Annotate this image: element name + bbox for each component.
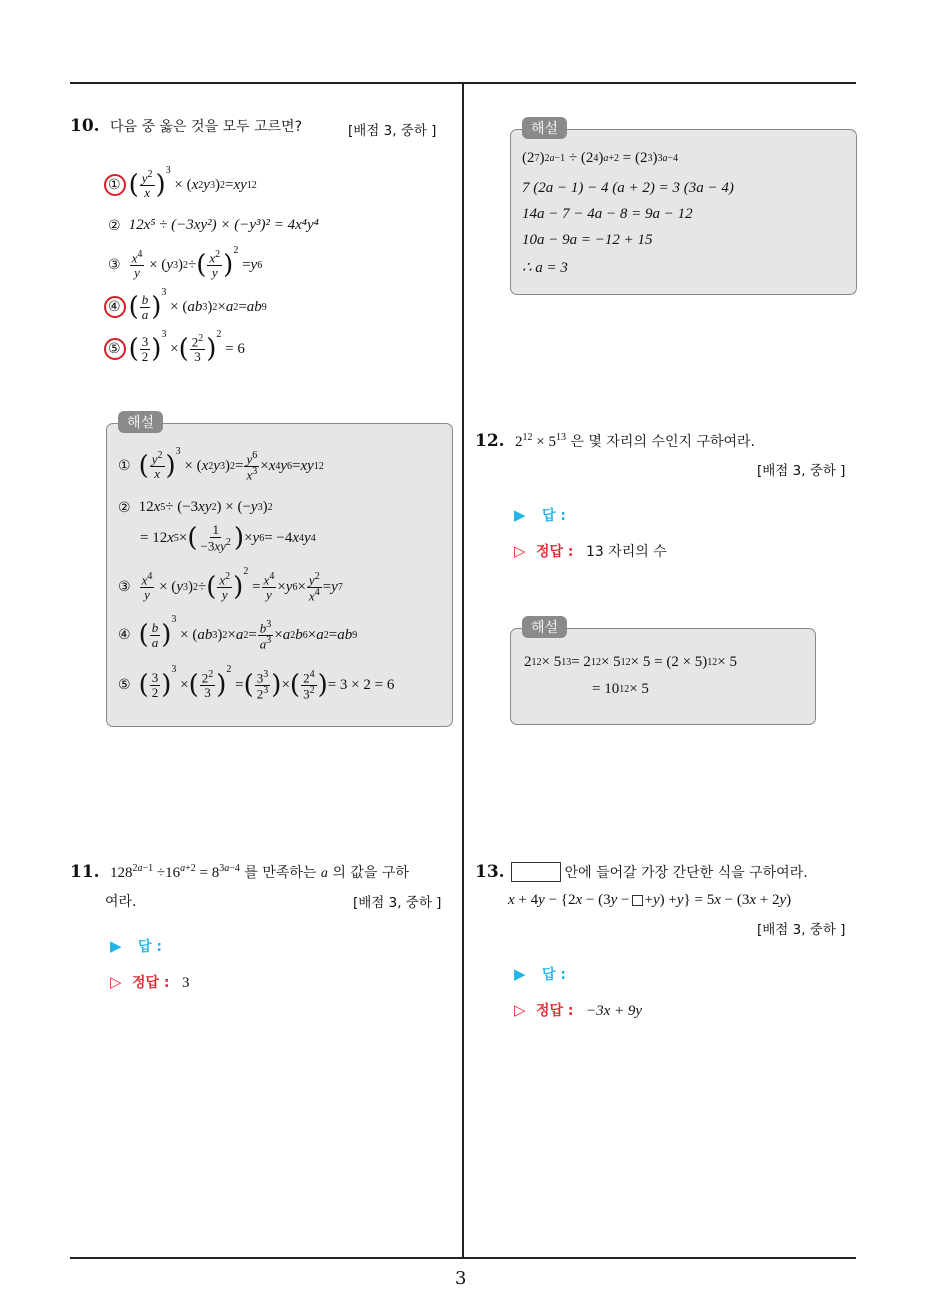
q10-sol-2b: = 12 x 5 × ( $\frac{1}{-3xy^2}$ ) × y 6 = −4 x 4 y 4 bbox=[140, 522, 316, 554]
q12-points: [배점 3, 중하 ] bbox=[757, 463, 846, 479]
sol-mark-3: ③ bbox=[118, 579, 131, 595]
q11-sol-line-0: (2 7 ) 2a−1 ÷ (2 4 ) a+2 = (2 3 ) 3a−4 bbox=[522, 150, 679, 166]
q11-question-post: 의 값을 구하 bbox=[332, 865, 409, 881]
sol-mark-4: ④ bbox=[118, 627, 131, 643]
bottom-rule bbox=[70, 1257, 856, 1259]
q13-correct-label: 정답 : bbox=[536, 1003, 574, 1019]
q13-points: [배점 3, 중하 ] bbox=[757, 922, 846, 938]
q11-answer-row[interactable] bbox=[110, 936, 162, 956]
q10-choice-1[interactable]: ① ( $\frac{y^2}{x}$ ) $^3$ × ( x 2 y 3 ) 2 = xy 12 bbox=[108, 165, 257, 201]
q13-answer-row[interactable] bbox=[514, 964, 566, 984]
q11-correct-value: 3 bbox=[181, 975, 190, 991]
q12-answer-row[interactable] bbox=[514, 505, 566, 525]
q11-answer-label: 답 : bbox=[138, 939, 162, 955]
correct-arrow-icon: ▷ bbox=[514, 1001, 526, 1019]
answer-arrow-icon: ▶ bbox=[514, 965, 526, 983]
q11-sol-line-4: ∴ a = 3 bbox=[522, 260, 568, 276]
q12-question: 은 몇 자리의 수인지 구하여라. bbox=[570, 434, 755, 450]
q10-sol-3: ③ $\frac{x^4}{y}$ × ( y 3 ) 2 ÷ ( $\frac{x^2}{y}$ ) $^2$ = $\frac{x^4}{y}$ × y 6 × $\frac{y^2}{x^4}$ = y 7 bbox=[118, 566, 343, 603]
answer-blank-box bbox=[511, 862, 561, 882]
q10-choice-4[interactable]: ④ ( $\frac{b}{a}$ ) $^3$ × ( ab 3 ) 2 × a 2 = ab 9 bbox=[108, 287, 267, 322]
q10-choice-2[interactable] bbox=[108, 217, 319, 234]
q12-header: 12. $2^{12} \times 5^{13}$ 은 몇 자리의 수인지 구하여라. bbox=[475, 431, 755, 451]
q11-sol-line-1: 7 (2a − 1) − 4 (a + 2) = 3 (3a − 4) bbox=[522, 180, 734, 196]
choice-mark-1: ① bbox=[108, 177, 121, 193]
q13-equation: x + 4 y − {2 x − (3 y − + y ) + y } = 5 x − (3 x + 2 y ) bbox=[508, 892, 792, 908]
q13-question: 안에 들어갈 가장 간단한 식을 구하여라. bbox=[564, 865, 808, 881]
q12-correct-label: 정답 : bbox=[536, 544, 574, 560]
q11-base: 128 bbox=[110, 865, 133, 881]
choice-mark-4: ④ bbox=[108, 299, 121, 315]
choice-mark-3: ③ bbox=[108, 257, 121, 273]
column-divider bbox=[462, 82, 464, 1258]
q10-choice-3[interactable]: ③ $\frac{x^4}{y}$ × ( y 3 ) 2 ÷ ( $\frac{x^2}{y}$ ) $^2$ = y 6 bbox=[108, 245, 263, 281]
choice-mark-2: ② bbox=[108, 217, 121, 234]
q11-question-mid: 를 만족하는 bbox=[244, 865, 317, 881]
q11-header: 11. $128^{2a-1} \div 16^{a+2} = 8^{3a-4}$ 를 만족하는 a 의 값을 구하 bbox=[70, 862, 409, 882]
q13-answer-label: 답 : bbox=[542, 967, 566, 983]
q13-correct-value: −3x + 9y bbox=[585, 1003, 643, 1019]
q12-number: 12. bbox=[475, 431, 505, 451]
q10-header bbox=[70, 116, 302, 136]
page-number: 3 bbox=[455, 1268, 467, 1289]
q12-sol-line-2: = 10 12 × 5 bbox=[592, 681, 649, 697]
q10-sol-4: ④ ( $\frac{b}{a}$ ) $^3$ × ( ab 3 ) 2 × a 2 = $\frac{b^3}{a^3}$ × a 2 b 6 × a 2 = ab 9 bbox=[118, 614, 358, 651]
q13-header bbox=[475, 862, 808, 882]
answer-arrow-icon: ▶ bbox=[514, 506, 526, 524]
q10-sol-5: ⑤ ( $\frac{3}{2}$ ) $^3$ × ( $\frac{2^2}{3}$ ) $^2$ = ( $\frac{3^3}{2^3}$ ) × ( $\frac{2^4}{3^2}$ ) = 3 × 2 = 6 bbox=[118, 664, 395, 701]
correct-arrow-icon: ▷ bbox=[110, 973, 122, 991]
q10-number: 10. bbox=[70, 116, 100, 136]
q11-solution-tag: 해설 bbox=[522, 117, 567, 139]
q12-solution-tag: 해설 bbox=[522, 616, 567, 638]
answer-arrow-icon: ▶ bbox=[110, 937, 122, 955]
q12-answer-label: 답 : bbox=[542, 508, 566, 524]
choice-mark-5: ⑤ bbox=[108, 341, 121, 357]
q11-sol-line-3: 10a − 9a = −12 + 15 bbox=[522, 232, 653, 248]
q11-question-line2: 여라. bbox=[105, 894, 137, 910]
q10-solution-tag: 해설 bbox=[118, 411, 163, 433]
q11-number: 11. bbox=[70, 862, 100, 882]
q10-question: 다음 중 옳은 것을 모두 고르면? bbox=[110, 119, 303, 135]
choice-2-expression: 12x⁵ ÷ (−3xy²) × (−y³)² = 4x⁴y⁴ bbox=[128, 217, 319, 233]
q11-correct-row bbox=[110, 972, 189, 992]
q12-correct-value: 13 자리의 수 bbox=[585, 544, 667, 560]
q12-solution-box bbox=[510, 628, 816, 725]
blank-square-icon bbox=[632, 895, 643, 906]
q10-choice-5[interactable]: ⑤ ( $\frac{3}{2}$ ) $^3$ × ( $\frac{2^2}{3}$ ) $^2$ = 6 bbox=[108, 329, 245, 365]
sol-mark-2: ② bbox=[118, 499, 131, 516]
correct-arrow-icon: ▷ bbox=[514, 542, 526, 560]
q10-points: [배점 3, 중하 ] bbox=[348, 123, 437, 139]
q12-correct-row bbox=[514, 541, 667, 561]
sol-mark-1: ① bbox=[118, 458, 131, 474]
q11-sol-line-2: 14a − 7 − 4a − 8 = 9a − 12 bbox=[522, 206, 693, 222]
q13-correct-row bbox=[514, 1000, 642, 1020]
q10-sol-2a: ② 12 x 5 ÷ (−3 xy 2 ) × (− y 3 ) 2 bbox=[118, 499, 273, 516]
q13-number: 13. bbox=[475, 862, 505, 882]
q12-sol-line-1: 2 12 × 5 13 = 2 12 × 5 12 × 5 = (2 × 5) 12 × 5 bbox=[524, 654, 737, 670]
sol-mark-5: ⑤ bbox=[118, 677, 131, 693]
q11-points: [배점 3, 중하 ] bbox=[353, 895, 442, 911]
q10-sol-1: ① ( $\frac{y^2}{x}$ ) $^3$ × ( x 2 y 3 ) 2 = $\frac{y^6}{x^3}$ × x 4 y 6 = xy 12 bbox=[118, 446, 324, 482]
q11-correct-label: 정답 : bbox=[132, 975, 170, 991]
